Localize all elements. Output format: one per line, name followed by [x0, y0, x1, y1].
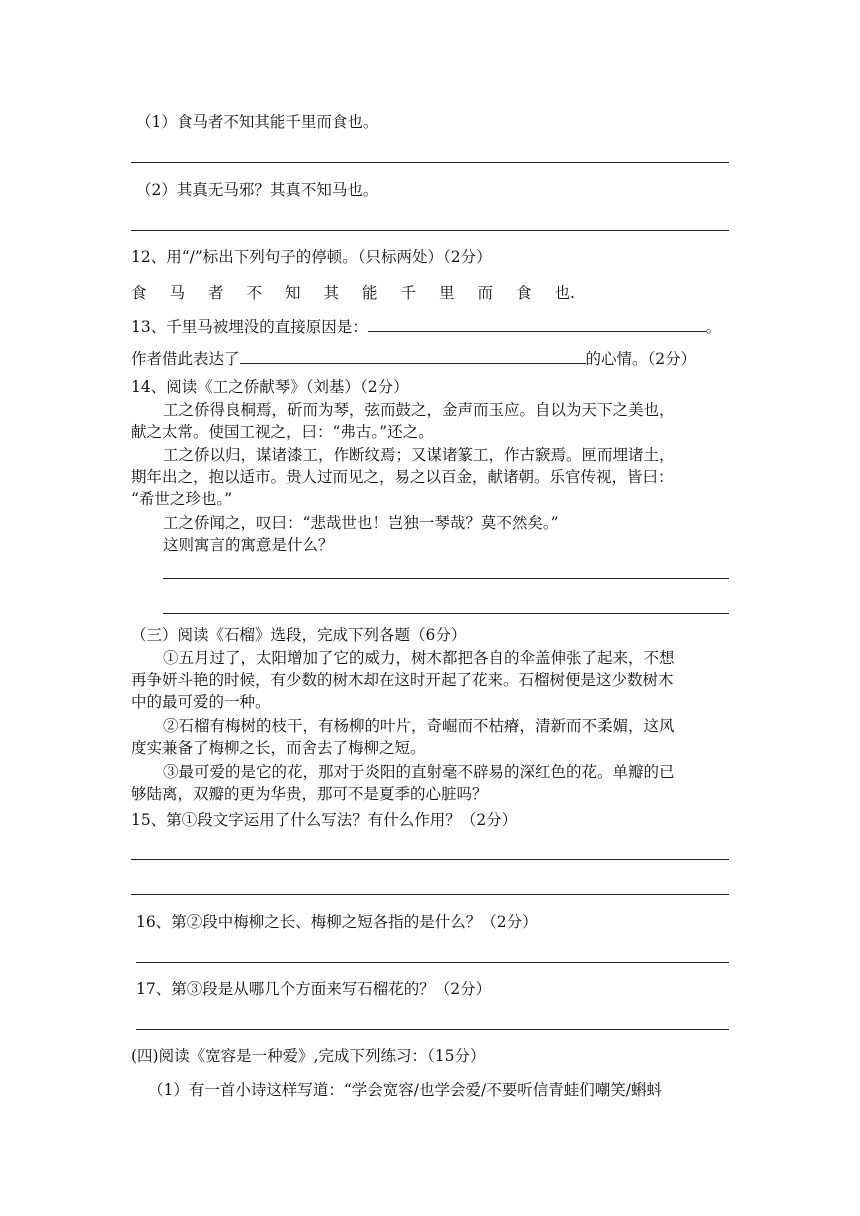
q11-item-2: （2）其真无马邪？其真不知马也。: [136, 181, 379, 199]
q12-char: 能: [362, 284, 378, 302]
q12-char: 马: [169, 284, 186, 302]
answer-line: [163, 613, 729, 614]
sec3-para-2: 度实兼备了梅柳之长，而舍去了梅柳之短。: [131, 739, 426, 757]
q12-char: 食: [131, 284, 147, 302]
q12-prompt: 12、用“/”标出下列句子的停顿。（只标两处）（2分）: [131, 248, 492, 266]
q17-prompt: 17、第③段是从哪几个方面来写石榴花的？（2分）: [136, 980, 492, 998]
fill-blank: [368, 315, 706, 332]
answer-line: [131, 230, 729, 231]
sec3-para-3: ③最可爱的是它的花，那对于炎阳的直射毫不辟易的深红色的花。单瓣的已: [163, 763, 675, 781]
q14-para-1: 献之太常。使国工视之，曰：“弗古。”还之。: [131, 423, 434, 441]
q14-question: 这则寓言的寓意是什么？: [163, 536, 334, 554]
q13-line-1: [131, 315, 721, 337]
q13-prefix-2: 作者借此表达了: [131, 350, 240, 368]
sec4-prompt: (四)阅读《宽容是一种爱》,完成下列练习：（15分）: [131, 1047, 486, 1065]
q12-char: 知: [285, 284, 301, 302]
q14-para-1: 工之侨得良桐焉，斫而为琴，弦而鼓之，金声而玉应。自以为天下之美也，: [163, 401, 675, 419]
fill-blank: [240, 347, 586, 364]
q14-para-3: 工之侨闻之，叹曰：“悲哉世也！岂独一琴哉？莫不然矣。”: [163, 514, 559, 532]
q14-para-2: “希世之珍也。”: [131, 490, 233, 508]
q13-line-2: [131, 347, 696, 369]
q13-suffix-2: 的心情。（2分）: [585, 350, 697, 368]
answer-line: [131, 162, 729, 163]
q13-suffix-1: 。: [705, 318, 722, 336]
q12-char: 食: [516, 284, 532, 302]
q12-sentence: [131, 283, 593, 303]
q16-prompt: 16、第②段中梅柳之长、梅柳之短各指的是什么？（2分）: [136, 913, 538, 931]
q12-char: 其: [323, 284, 340, 302]
q11-item-1: （1）食马者不知其能千里而食也。: [136, 113, 379, 131]
sec3-para-1: 中的最可爱的一种。: [131, 693, 271, 711]
q12-char: 者: [208, 284, 224, 302]
answer-line: [136, 1029, 729, 1030]
q12-char: 也.: [554, 284, 575, 302]
sec3-prompt: （三）阅读《石榴》选段，完成下列各题（6分）: [131, 626, 467, 644]
q12-char: 不: [246, 284, 263, 302]
q12-char: 千: [400, 284, 417, 302]
sec3-para-1: 再争妍斗艳的时候，有少数的树木却在这时开起了花来。石榴树便是这少数树木: [131, 671, 674, 689]
q12-char: 而: [477, 284, 494, 302]
answer-line: [131, 859, 729, 860]
answer-line: [131, 894, 729, 895]
q14-prompt: 14、阅读《工之侨献琴》（刘基）（2分）: [131, 378, 409, 396]
sec4-q1: （1）有一首小诗这样写道：“学会宽容/也学会爱/不要听信青蛙们嘲笑/蝌蚪: [148, 1081, 662, 1099]
q14-para-2: 期年出之，抱以适市。贵人过而见之，易之以百金，献诸朝。乐官传视，皆曰：: [131, 468, 674, 486]
sec3-para-1: ①五月过了，太阳增加了它的威力，树木都把各自的伞盖伸张了起来，不想: [163, 649, 675, 667]
q15-prompt: 15、第①段文字运用了什么写法？有什么作用？（2分）: [131, 811, 518, 829]
q12-char: 里: [439, 284, 455, 302]
answer-line: [163, 578, 729, 579]
sec3-para-2: ②石榴有梅树的枝干，有杨柳的叶片，奇崛而不枯瘠，清新而不柔媚，这风: [163, 717, 675, 735]
q14-para-2: 工之侨以归，谋诸漆工，作断纹焉；又谋诸篆工，作古窾焉。匣而埋诸土，: [163, 446, 675, 464]
answer-line: [136, 962, 729, 963]
sec3-para-3: 够陆离，双瓣的更为华贵，那可不是夏季的心脏吗？: [131, 785, 488, 803]
q13-prefix-1: 13、千里马被埋没的直接原因是：: [131, 318, 368, 336]
